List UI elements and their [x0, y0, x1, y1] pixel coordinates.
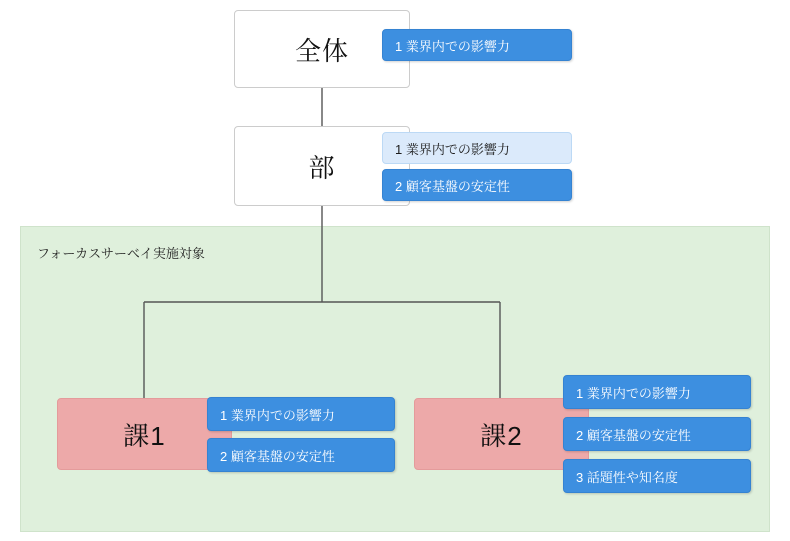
node-ka1-label: 課1 [123, 420, 166, 451]
tag-ka2-1[interactable]: 1 業界内での影響力 [563, 375, 751, 409]
tag-bu-1[interactable]: 1 業界内での影響力 [382, 132, 572, 164]
node-bu-label: 部 [308, 152, 336, 183]
tag-bu-2[interactable]: 2 顧客基盤の安定性 [382, 169, 572, 201]
node-zentai-label: 全体 [294, 35, 349, 66]
focus-survey-region-label: フォーカスサーベイ実施対象 [37, 246, 205, 261]
node-ka2-label: 課2 [480, 420, 523, 451]
tag-ka2-2[interactable]: 2 顧客基盤の安定性 [563, 417, 751, 451]
node-ka1[interactable] [57, 398, 232, 470]
tag-ka1-2[interactable]: 2 顧客基盤の安定性 [207, 438, 395, 472]
tag-ka1-1[interactable]: 1 業界内での影響力 [207, 397, 395, 431]
tag-ka2-3[interactable]: 3 話題性や知名度 [563, 459, 751, 493]
tag-zentai-1[interactable]: 1 業界内での影響力 [382, 29, 572, 61]
